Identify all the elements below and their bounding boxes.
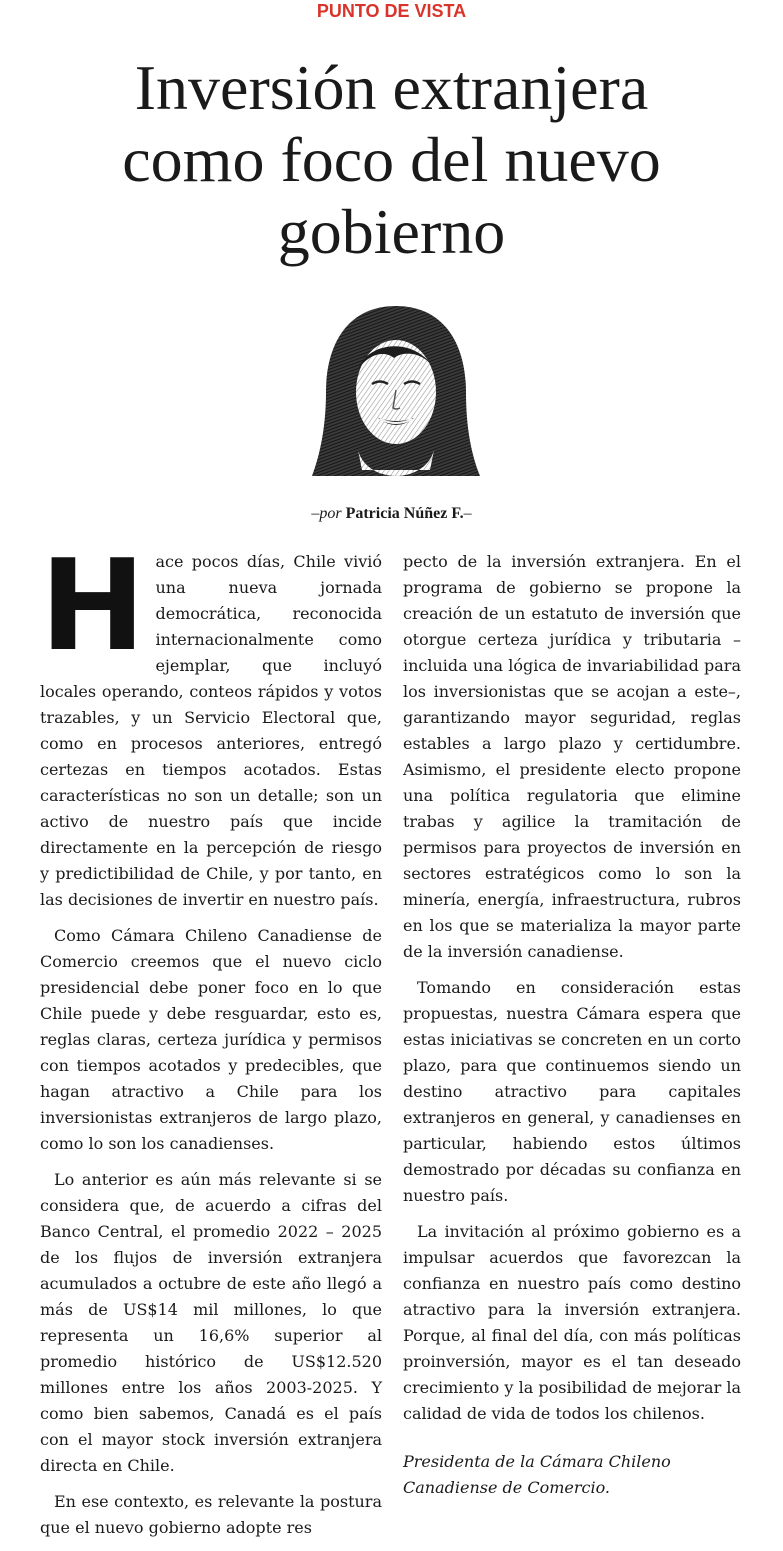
article-paragraph-3: Lo anterior es aún más relevante si se considera que, de acuerdo a cifras del Banco Central, el promedio 2022 – 2025 de los flujos de inversión extranjera acumulados a octubre de este año llegó a más de US$14 mil millones, lo que representa un 16,6% superior al promedio histórico de US$12.520 millones entre los años 2003-2025. Y como bien sabemos, Canadá es el país con el mayor stock inversión extranjera directa en Chile.: [40, 1170, 382, 1475]
byline-suffix: –: [463, 505, 472, 522]
article-column-left: [40, 532, 382, 1551]
byline-prefix: –por: [311, 505, 346, 522]
article-paragraph-2: Como Cámara Chileno Canadiense de Comercio creemos que el nuevo ciclo presidencial debe poner foco en lo que Chile puede y debe resguardar, esto es, reglas claras, certeza jurídica y permisos con tiempos acotados y predecibles, que hagan atractivo a Chile para los inversionistas extranjeros de largo plazo, como lo son los canadienses.: [40, 926, 382, 1153]
drop-cap: H: [40, 532, 146, 679]
article-paragraph-5: Tomando en consideración estas propuestas, nuestra Cámara espera que estas iniciativas se concreten en un corto plazo, para que continuemos siendo un destino atractivo para capitales extranjeros en general, y canadienses en particular, habiendo estos últimos demostrado por décadas su confianza en nuestro país.: [403, 978, 741, 1205]
headline: [20, 52, 763, 268]
author-signature: Presidenta de la Cámara Chileno Canadiense de Comercio.: [403, 1452, 671, 1497]
headline-line-3: gobierno: [277, 196, 506, 267]
article-column-right: [403, 549, 741, 1501]
article-paragraph-6: La invitación al próximo gobierno es a impulsar acuerdos que favorezcan la confianza en nuestro país como destino atractivo para la inversión extranjera. Porque, al final del día, con más políticas proinversión, mayor es el tan deseado crecimiento y la posibilidad de mejorar la calidad de vida de todos los chilenos.: [403, 1222, 741, 1423]
article-paragraph-4-start: En ese contexto, es relevante la postura que el nuevo gobierno adopte res: [40, 1492, 382, 1537]
article-paragraph-4-continued: pecto de la inversión extranjera. En el programa de gobierno se propone la creación de un estatuto de inversión que otorgue certeza jurídica y tributaria –incluida una lógica de invariabilidad para los inversionistas que se acojan a este–, garantizando mayor seguridad, reglas estables a largo plazo y certidumbre. Asimismo, el presidente electo propone una política regulatoria que elimine trabas y agilice la tramitación de permisos para proyectos de inversión en sectores estratégicos como lo son la minería, energía, infraestructura, rubros en los que se materializa la mayor parte de la inversión canadiense.: [403, 552, 741, 961]
article-paragraph-1: [40, 532, 382, 913]
headline-line-1: Inversión extranjera: [134, 52, 649, 123]
section-label: PUNTO DE VISTA: [316, 1, 467, 21]
paragraph-1-text: ace pocos días, Chile vivió una nueva jornada democrática, reconocida internacionalmente como ejemplar, que incluyó locales operando, conteos rápidos y votos trazables, y un Servicio Electoral que, como en procesos anteriores, entregó certezas en tiempos acotados. Estas características no son un detalle; son un activo de nuestro país que incide directamente en la percepción de riesgo y predictibilidad de Chile, y por tanto, en las decisiones de invertir en nuestro país.: [40, 552, 382, 909]
byline: [0, 505, 783, 523]
author-name: Patricia Núñez F.: [345, 505, 464, 522]
author-portrait: [308, 300, 484, 478]
headline-line-2: como foco del nuevo: [122, 124, 661, 195]
